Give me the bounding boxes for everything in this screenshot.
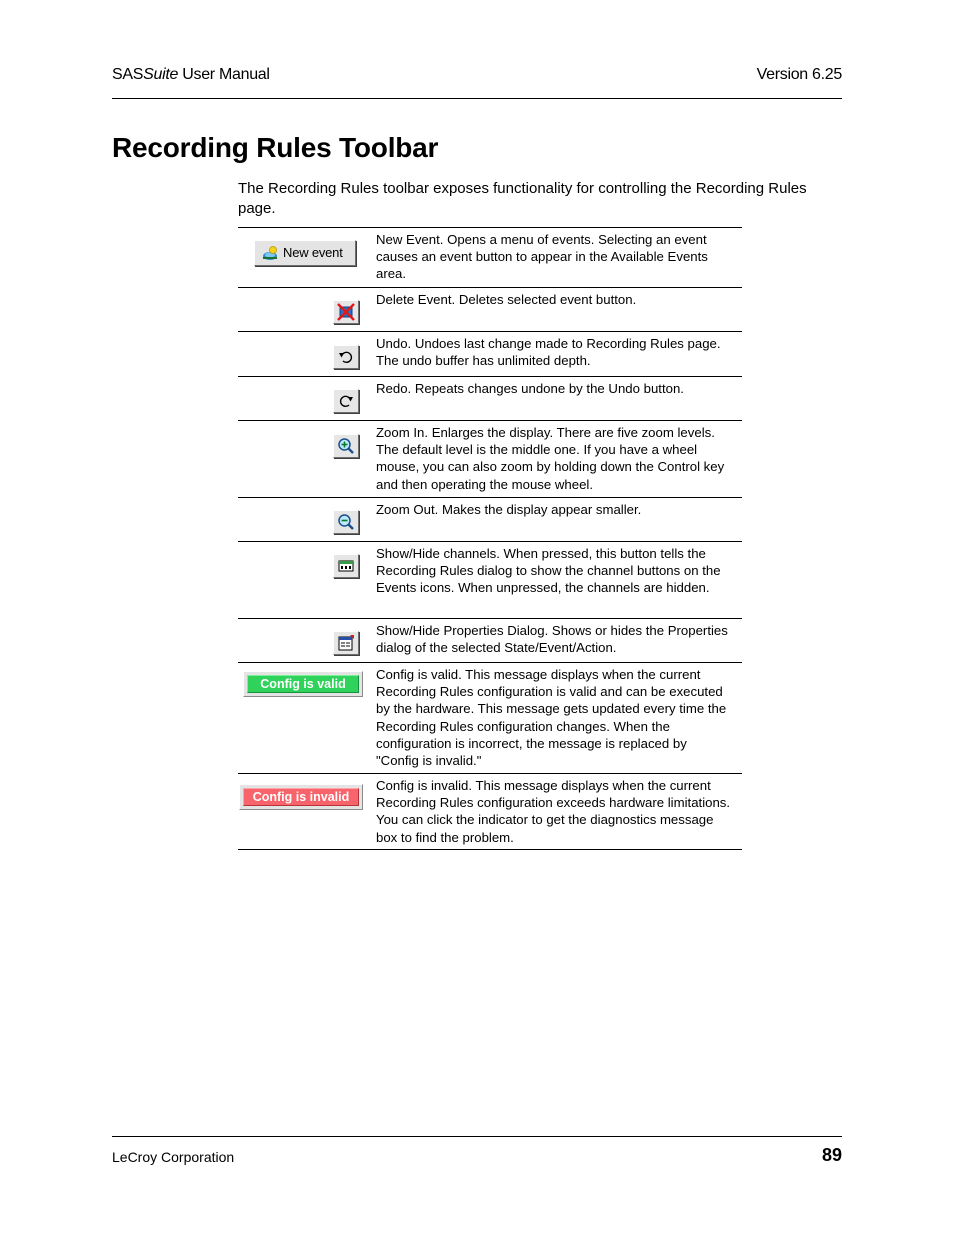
- manual-title: SASSuite User Manual: [112, 66, 270, 83]
- show-hide-properties-button[interactable]: [333, 631, 359, 655]
- table-row: [238, 619, 742, 663]
- company-name: LeCroy Corporation: [112, 1149, 235, 1165]
- undo-icon: [337, 348, 355, 366]
- row-description: Redo. Repeats changes undone by the Undo button.: [376, 381, 684, 396]
- page-number: 89: [821, 1145, 842, 1165]
- redo-button[interactable]: [333, 389, 359, 413]
- intro-paragraph: The Recording Rules toolbar exposes functionality for controlling the Recording Rules page.: [238, 180, 807, 217]
- new-event-button[interactable]: [254, 240, 356, 266]
- table-row: [238, 498, 742, 542]
- row-description: Config is valid. This message displays when the current Recording Rules configuration is valid and can be executed by the hardware. This message gets updated every time the Recording Rules configuration changes. When the configuration is incorrect, the message is replaced by "Config is invalid.": [376, 667, 727, 769]
- row-description: Zoom Out. Makes the display appear smaller.: [376, 502, 642, 517]
- properties-dialog-icon: [337, 634, 355, 652]
- config-valid-indicator[interactable]: [243, 671, 363, 697]
- zoom-out-button[interactable]: [333, 510, 359, 534]
- table-row: [238, 774, 742, 850]
- config-invalid-label: Config is invalid: [243, 788, 359, 806]
- config-invalid-indicator[interactable]: [239, 784, 363, 810]
- row-description: Config is invalid. This message displays when the current Recording Rules configuration exceeds hardware limitations. You can click the indicator to get the diagnostics message box to find the problem.: [376, 778, 731, 845]
- table-row: [238, 377, 742, 421]
- table-row: [238, 421, 742, 498]
- zoom-in-icon: [337, 437, 355, 455]
- channels-icon: [337, 557, 355, 575]
- new-event-label: New event: [283, 245, 343, 260]
- row-description: New Event. Opens a menu of events. Selecting an event causes an event button to appear in the Available Events area.: [376, 232, 708, 282]
- zoom-out-icon: [337, 513, 355, 531]
- table-row: [238, 228, 742, 288]
- new-event-icon: [261, 245, 279, 261]
- page-footer: [112, 1136, 842, 1167]
- zoom-in-button[interactable]: [333, 434, 359, 458]
- row-description: Show/Hide Properties Dialog. Shows or hides the Properties dialog of the selected State/Event/Action.: [376, 623, 728, 656]
- delete-event-button[interactable]: [333, 300, 359, 324]
- table-row: [238, 332, 742, 377]
- page-header: [112, 64, 842, 99]
- table-row: [238, 542, 742, 619]
- show-hide-channels-button[interactable]: [333, 554, 359, 578]
- row-description: Delete Event. Deletes selected event button.: [376, 292, 637, 307]
- undo-button[interactable]: [333, 345, 359, 369]
- delete-event-icon: [337, 303, 355, 321]
- page-title: Recording Rules Toolbar: [112, 132, 439, 163]
- row-description: Show/Hide channels. When pressed, this button tells the Recording Rules dialog to show the channel buttons on the Events icons. When unpressed, the channels are hidden.: [376, 546, 721, 596]
- row-description: Zoom In. Enlarges the display. There are five zoom levels. The default level is the middle one. If you have a wheel mouse, you can also zoom by holding down the Control key and then operating the mouse wheel.: [376, 425, 725, 492]
- toolbar-table: [238, 227, 742, 850]
- table-row: [238, 663, 742, 774]
- table-row: [238, 288, 742, 332]
- redo-icon: [337, 392, 355, 410]
- config-valid-label: Config is valid: [247, 675, 359, 693]
- version-label: Version 6.25: [756, 66, 842, 83]
- row-description: Undo. Undoes last change made to Recording Rules page. The undo buffer has unlimited depth.: [376, 336, 721, 369]
